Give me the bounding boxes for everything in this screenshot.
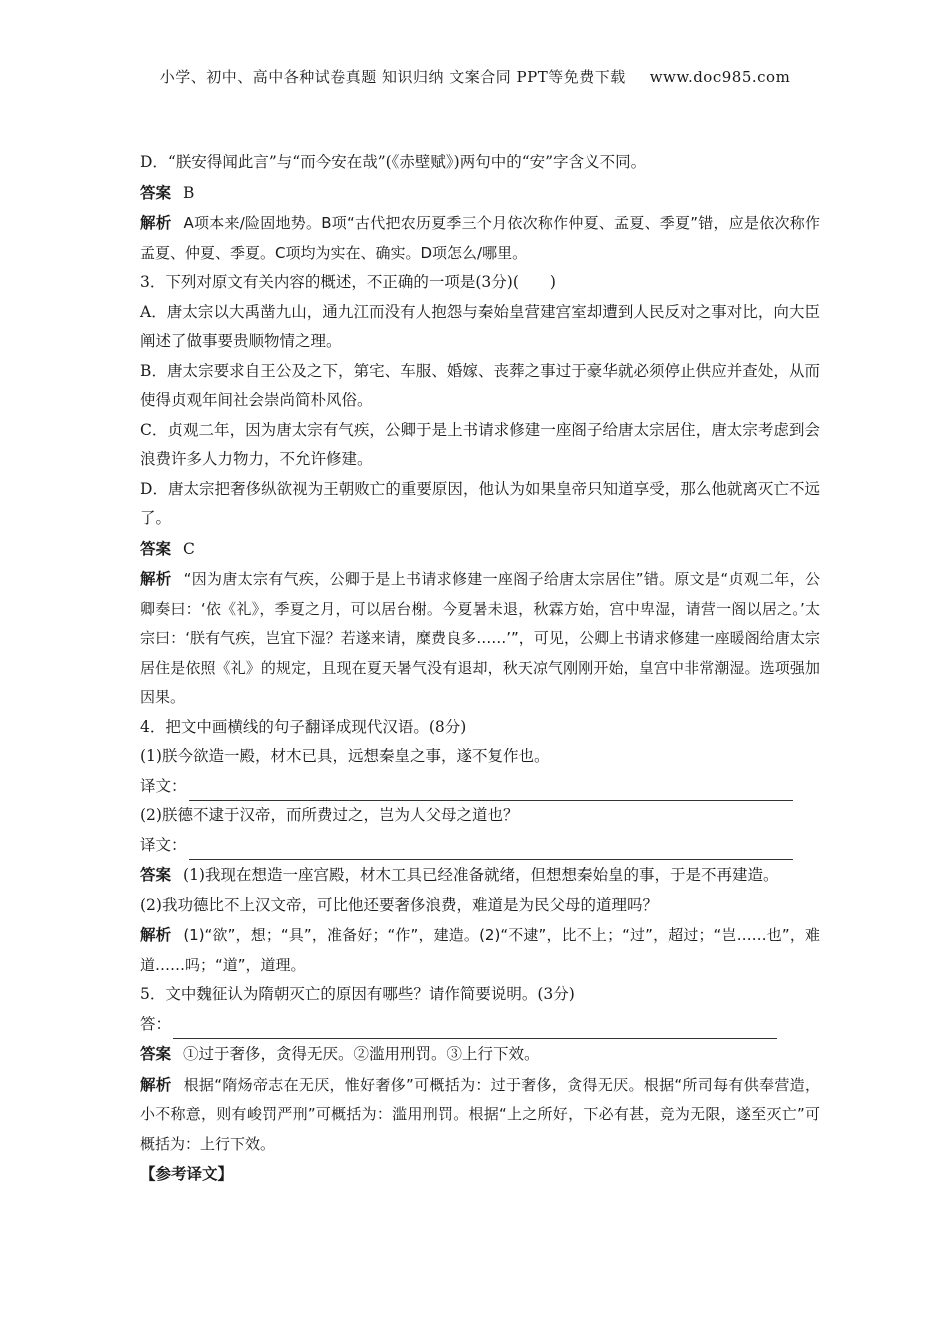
translate-label: 译文： [140, 835, 187, 854]
analysis-label: 解析 [140, 213, 172, 232]
q5-reply [140, 1010, 820, 1040]
analysis-label: 解析 [140, 925, 172, 944]
header-site: www.doc985.com [649, 68, 791, 86]
q4-answer-2: (2)我功德比不上汉文帝，可比他还要奢侈浪费，难道是为民父母的道理吗？ [140, 895, 658, 914]
reference-translation-title: 【参考译文】 [140, 1164, 234, 1183]
reply-label: 答： [140, 1014, 172, 1033]
translate-label: 译文： [140, 776, 187, 795]
analysis-label: 解析 [140, 569, 172, 588]
analysis-text: (1)“欲”，想；“具”，准备好；“作”，建造。(2)“不逮”，比不上；“过”，超过；“岂……也”，难道……吗；“道”，道理。 [140, 926, 820, 974]
q4-translation-1 [140, 772, 820, 802]
answer-label: 答案 [140, 538, 172, 558]
answer-label: 答案 [140, 865, 172, 884]
q2-analysis [140, 208, 820, 268]
answer-label: 答案 [140, 1044, 172, 1063]
document-body [140, 148, 820, 1189]
q2-option-d: D．“朕安得闻此言”与“而今安在哉”(《赤壁赋》)两句中的“安”字含义不同。 [140, 153, 647, 171]
q4-analysis [140, 920, 820, 980]
answer-value-1: (1)我现在想造一座宫殿，材木工具已经准备就绪，但想想秦始皇的事，于是不再建造。 [183, 866, 779, 884]
answer-label: 答案 [140, 182, 172, 202]
q4-sentence-1: (1)朕今欲造一殿，材木已具，远想秦皇之事，遂不复作也。 [140, 747, 550, 765]
q3-answer [140, 534, 820, 565]
answer-value: ①过于奢侈，贪得无厌。②滥用刑罚。③上行下效。 [183, 1045, 540, 1063]
q3-option-b: B．唐太宗要求自王公及之下，第宅、车服、婚嫁、丧葬之事过于豪华就必须停止供应并查处，从而使得贞观年间社会崇尚简朴风俗。 [140, 361, 820, 409]
q5-stem: 5．文中魏征认为隋朝灭亡的原因有哪些？请作简要说明。(3分) [140, 985, 575, 1003]
analysis-text: A项本来/险固地势。B项“古代把农历夏季三个月依次称作仲夏、孟夏、季夏”错，应是依次称作孟夏、仲夏、季夏。C项均为实在、确实。D项怎么/哪里。 [140, 214, 820, 262]
q3-stem: 3．下列对原文有关内容的概述，不正确的一项是(3分)( ) [140, 273, 556, 291]
page-header [0, 66, 950, 87]
q3-option-a: A．唐太宗以大禹凿九山，通九江而没有人抱怨与秦始皇营建宫室却遭到人民反对之事对比，向大臣阐述了做事要贵顺物情之理。 [140, 302, 820, 350]
analysis-label: 解析 [140, 1074, 172, 1094]
header-text: 小学、初中、高中各种试卷真题 知识归纳 文案合同 PPT等免费下载 [159, 68, 626, 86]
q3-option-d: D．唐太宗把奢侈纵欲视为王朝败亡的重要原因，他认为如果皇帝只知道享受，那么他就离灭亡不远了。 [140, 479, 820, 527]
analysis-text: 根据“隋炀帝志在无厌，惟好奢侈”可概括为：过于奢侈，贪得无厌。根据“所司每有供奉营造，小不称意，则有峻罚严刑”可概括为：滥用刑罚。根据“上之所好，下必有甚，竞为无限，遂至灭亡”可概括为：上行下效。 [140, 1075, 820, 1153]
answer-value: C [183, 539, 195, 558]
q2-answer [140, 178, 820, 209]
q3-analysis [140, 564, 820, 713]
answer-blank-line [189, 782, 793, 801]
analysis-text: “因为唐太宗有气疾，公卿于是上书请求修建一座阁子给唐太宗居住”错。原文是“贞观二年，公卿奏曰：‘依《礼》，季夏之月，可以居台榭。今夏暑未退，秋霖方始，宫中卑湿，请营一阁以居之。’太宗曰：‘朕有气疾，岂宜下湿？若遂来请，糜费良多……’”，可见，公卿上书请求修建一座暖阁给唐太宗居住是依照《礼》的规定，且现在夏天暑气没有退却，秋天凉气刚刚开始，皇宫中非常潮湿。选项强加因果。 [140, 570, 820, 706]
q4-answer [140, 860, 820, 891]
q5-analysis [140, 1070, 820, 1160]
answer-blank-line [173, 1020, 777, 1039]
q4-stem: 4．把文中画横线的句子翻译成现代汉语。(8分) [140, 717, 467, 736]
q5-answer [140, 1039, 820, 1070]
answer-value: B [183, 183, 195, 202]
q4-translation-2 [140, 831, 820, 861]
answer-blank-line [189, 841, 793, 860]
q4-sentence-2: (2)朕德不逮于汉帝，而所费过之，岂为人父母之道也？ [140, 806, 519, 824]
q3-option-c: C．贞观二年，因为唐太宗有气疾，公卿于是上书请求修建一座阁子给唐太宗居住，唐太宗考虑到会浪费许多人力物力，不允许修建。 [140, 420, 820, 468]
